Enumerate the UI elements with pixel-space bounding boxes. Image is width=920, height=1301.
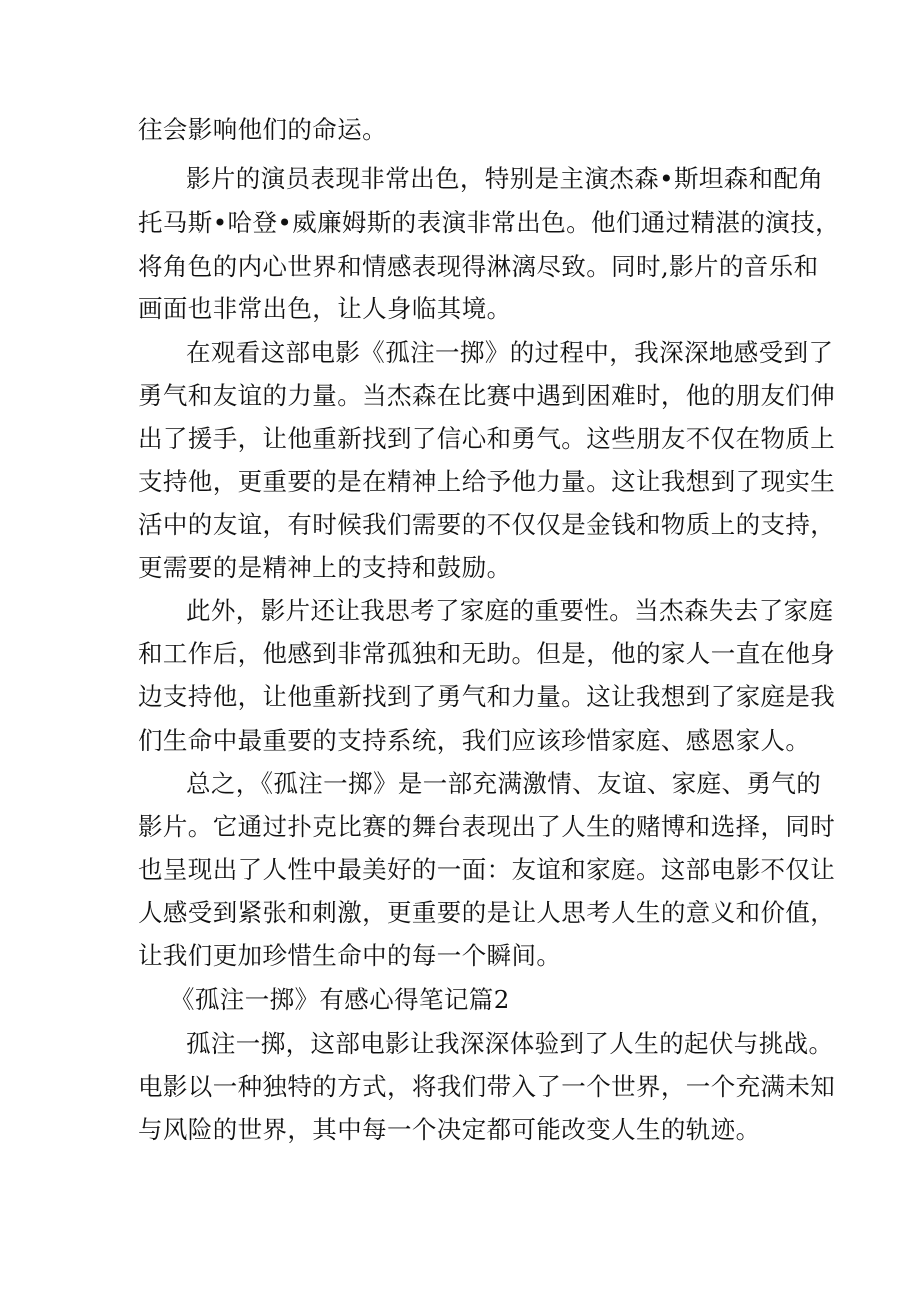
paragraph-line: 将角色的内心世界和情感表现得淋漓尽致。同时,影片的音乐和 <box>138 252 819 281</box>
paragraph-line: 让我们更加珍惜生命中的每一个瞬间。 <box>138 941 562 970</box>
paragraph-line: 电影以一种独特的方式，将我们带入了一个世界，一个充满未知 <box>138 1072 836 1101</box>
paragraph-line: 此外，影片还让我思考了家庭的重要性。当杰森失去了家庭 <box>186 596 834 625</box>
paragraph-line: 更需要的是精神上的支持和鼓励。 <box>138 553 512 582</box>
paragraph-line: 也呈现出了人性中最美好的一面：友谊和家庭。这部电影不仅让 <box>138 855 836 884</box>
paragraph-line: 画面也非常出色，让人身临其境。 <box>138 294 512 323</box>
paragraph-line: 勇气和友谊的力量。当杰森在比赛中遇到困难时，他的朋友们伸 <box>138 381 836 410</box>
paragraph-line: 往会影响他们的命运。 <box>138 115 387 144</box>
paragraph-line: 边支持他，让他重新找到了勇气和力量。这让我想到了家庭是我 <box>138 682 836 711</box>
paragraph-line: 人感受到紧张和刺激，更重要的是让人思考人生的意义和价值， <box>138 898 836 927</box>
paragraph-line: 影片。它通过扑克比赛的舞台表现出了人生的赌博和选择，同时 <box>138 812 836 841</box>
paragraph-line: 托马斯•哈登•威廉姆斯的表演非常出色。他们通过精湛的演技， <box>138 208 840 237</box>
paragraph-line: 支持他，更重要的是在精神上给予他力量。这让我想到了现实生 <box>138 467 836 496</box>
paragraph-line: 们生命中最重要的支持系统，我们应该珍惜家庭、感恩家人。 <box>138 726 811 755</box>
paragraph-line: 在观看这部电影《孤注一掷》的过程中，我深深地感受到了 <box>186 338 834 367</box>
paragraph-line: 和工作后，他感到非常孤独和无助。但是，他的家人一直在他身 <box>138 639 836 668</box>
section-heading: 《孤注一掷》有感心得笔记篇2 <box>170 985 510 1014</box>
paragraph-line: 孤注一掷，这部电影让我深深体验到了人生的起伏与挑战。 <box>186 1029 834 1058</box>
paragraph-line: 出了援手，让他重新找到了信心和勇气。这些朋友不仅在物质上 <box>138 424 836 453</box>
paragraph-line: 总之，《孤注一掷》是一部充满激情、友谊、家庭、勇气的 <box>186 769 822 798</box>
paragraph-line: 活中的友谊，有时候我们需要的不仅仅是金钱和物质上的支持， <box>138 510 836 539</box>
paragraph-line: 影片的演员表现非常出色，特别是主演杰森•斯坦森和配角 <box>186 164 824 193</box>
paragraph-line: 与风险的世界，其中每一个决定都可能改变人生的轨迹。 <box>138 1115 761 1144</box>
